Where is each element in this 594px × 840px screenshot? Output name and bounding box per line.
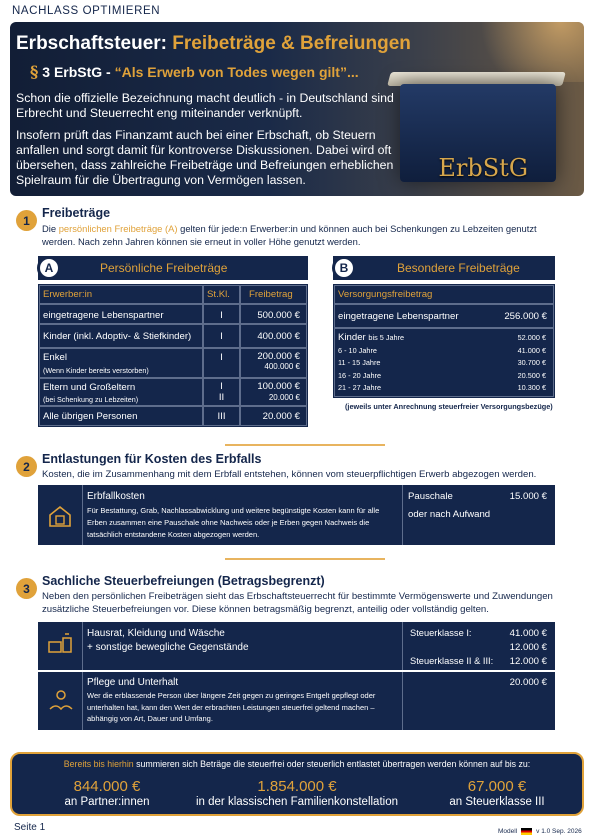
vertical-divider (402, 485, 403, 545)
law-reference (30, 62, 359, 81)
kinder-age: Kinder bis 5 Jahre (338, 332, 405, 343)
kinder-row (338, 370, 550, 383)
summary-box (10, 752, 584, 816)
table-b-kinder (334, 328, 554, 397)
table-a-cell: I (203, 304, 240, 324)
section-number-2: 2 (16, 456, 37, 477)
table-a-cell: 20.000 € (240, 406, 307, 426)
divider (225, 558, 385, 560)
section-title-1: Freibeträge (42, 206, 111, 220)
kinder-amount: 30.700 € (517, 358, 546, 367)
icon-cell (38, 485, 83, 545)
table-a-cell: 500.000 € (240, 304, 307, 324)
table-a-cell: I (203, 348, 240, 378)
kinder-age: 11 - 15 Jahre (338, 358, 381, 367)
table-a-cell (240, 348, 307, 378)
kinder-row (338, 345, 550, 358)
furniture-icon (47, 632, 75, 658)
table-a-header (38, 256, 308, 280)
erbfall-box (38, 485, 555, 545)
kinder-age: 21 - 27 Jahre (338, 383, 381, 392)
section-number-1: 1 (16, 210, 37, 231)
summary-rest: summieren sich Beträge die steuerfrei oder steuerlich entlastet übertragen werden können auf bis zu: (136, 759, 531, 769)
sk23-label: Steuerklasse II & III: (410, 656, 494, 666)
title-gold: Freibeträge & Befreiungen (172, 33, 411, 54)
table-a-cell: Kinder (inkl. Adoptiv- & Stiefkinder) (39, 324, 203, 348)
hausrat-box (38, 622, 555, 670)
aufwand-label: oder nach Aufwand (408, 509, 491, 520)
table-a-cell: 400.000 € (240, 324, 307, 348)
box-title: Erbfallkosten (87, 491, 145, 502)
intro-paragraph-1: Schon die offizielle Bezeichnung macht deutlich - in Deutschland sind Erbrecht und Steuerrecht eng miteinander verknüpft. (16, 91, 394, 120)
model-label: Modell (498, 828, 518, 835)
row-name: Eltern und Großeltern (43, 382, 136, 393)
pauschale-label: Pauschale (408, 491, 453, 502)
box-sub: + sonstige bewegliche Gegenstände (87, 642, 249, 653)
table-a-cell: I (203, 324, 240, 348)
section-text-1 (42, 222, 562, 248)
table-b-title: Besondere Freibeträge (397, 261, 520, 275)
law-ref: 3 ErbStG - (42, 64, 111, 80)
title-white: Erbschaftsteuer: (16, 33, 167, 54)
icon-cell (38, 672, 83, 730)
table-a-cell (39, 378, 203, 406)
row-name: Enkel (43, 352, 67, 363)
kinder-amount: 41.000 € (517, 345, 546, 355)
kinder-amount: 52.000 € (517, 333, 546, 342)
footer-meta (498, 828, 582, 835)
table-b-header (333, 256, 555, 280)
summary-amount: 844.000 € (73, 778, 141, 795)
table-a-cell: Alle übrigen Personen (39, 406, 203, 426)
table-b (333, 284, 555, 398)
kinder-row (338, 332, 550, 345)
table-a (38, 284, 308, 427)
summary-item (32, 778, 182, 808)
icon-cell (38, 622, 83, 670)
hero-banner (10, 22, 584, 196)
divider (225, 444, 385, 446)
intro-paragraph-2: Insofern prüft das Finanzamt auch bei einer Erbschaft, ob Steuern anfallen und sorgt damit für kontroverse Diskussionen. Dabei wird oft übersehen, dass zahlreiche Freibeträge und Befreiungen erheblichen Spielraum für die Übertragung von Vermögen lassen. (16, 128, 394, 187)
text-highlight: persönlichen Freibeträge (A) (58, 223, 178, 234)
table-a-cell (240, 378, 307, 406)
table-b-col-header: Versorgungsfreibetrag (334, 285, 554, 304)
summary-amount: 1.854.000 € (257, 778, 337, 795)
page-number: Seite 1 (14, 822, 46, 833)
table-a-col-header: Freibetrag (240, 285, 307, 304)
table-b-note: (jeweils unter Anrechnung steuerfreier Versorgungsbezüge) (345, 402, 553, 411)
kinder-amount: 10.300 € (517, 383, 546, 392)
top-label: NACHLASS OPTIMIEREN (12, 5, 161, 17)
section-number-3: 3 (16, 578, 37, 599)
kinder-age: 6 - 10 Jahre (338, 345, 377, 355)
box-text: Für Bestattung, Grab, Nachlassabwicklung und weitere begünstigte Kosten kann für alle Erben zusammen eine Pauschale ohne Nachweis oder je Erben gegen Nachweis die tatsächlich entstandene Kosten abgezogen werden. (87, 506, 380, 539)
class-1: I (220, 381, 223, 392)
summary-label: an Steuerklasse III (449, 796, 545, 808)
kinder-row (338, 382, 550, 395)
care-hands-icon (47, 687, 75, 715)
table-a-cell (39, 348, 203, 378)
kinder-age: 16 - 20 Jahre (338, 370, 381, 380)
summary-item (182, 778, 412, 808)
vertical-divider (402, 672, 403, 730)
table-a-cell (203, 378, 240, 406)
kinder-row (338, 357, 550, 370)
sk23-amount: 12.000 € (509, 656, 547, 667)
kinder-amount: 20.500 € (517, 370, 546, 380)
box-title: Hausrat, Kleidung und Wäsche (87, 628, 225, 639)
box-title: Pflege und Unterhalt (87, 677, 179, 688)
kinder-list (338, 332, 550, 395)
row-name: eingetragene Lebenspartner (338, 311, 459, 322)
sk1-label: Steuerklasse I: (410, 628, 472, 638)
row-sub: (bei Schenkung zu Lebzeiten) (43, 395, 139, 404)
section-text-2: Kosten, die im Zusammenhang mit dem Erbfall entstehen, können vom steuerpflichtigen Erwerb abgezogen werden. (42, 469, 537, 480)
section-title-2: Entlastungen für Kosten des Erbfalls (42, 452, 262, 466)
book-title: ErbStG (438, 154, 528, 182)
table-a-letter: A (37, 256, 61, 280)
section-text-3: Neben den persönlichen Freibeträgen sieht das Erbschaftsteuerrecht für bestimmte Vermögenswerte und Zuwendungen zusätzliche Steuerbefreiungen vor. Diese können betragsmäßig begrenzt, anteilig oder vollständig gelten. (42, 591, 553, 615)
paragraph-symbol: § (30, 62, 39, 81)
amount: 200.000 € (257, 351, 300, 362)
house-document-icon (47, 503, 73, 529)
vertical-divider (402, 622, 403, 670)
summary-label: in der klassischen Familienkonstellation (196, 796, 398, 808)
sk1-amount-2: 12.000 € (509, 642, 547, 653)
law-quote: “Als Erwerb von Todes wegen gilt”... (114, 64, 359, 80)
table-a-title: Persönliche Freibeträge (100, 261, 228, 275)
summary-line (12, 759, 582, 769)
text-part: gelten für jede:n Erwerber:in und können auch bei Schenkungen zu Lebzeiten genutzt werden. Nach zehn Jahren können sie erneut in voller Höhe genutzt werden. (42, 223, 537, 247)
table-a-cell: eingetragene Lebenspartner (39, 304, 203, 324)
page-title (16, 33, 411, 55)
pflege-box (38, 672, 555, 730)
kinder-label: Kinder (338, 332, 369, 343)
summary-highlight: Bereits bis hierhin (63, 759, 134, 769)
amount-2: 20.000 € (268, 393, 300, 402)
section-title-3: Sachliche Steuerbefreiungen (Betragsbegrenzt) (42, 574, 325, 588)
summary-label: an Partner:innen (64, 796, 150, 808)
pflege-amount: 20.000 € (509, 677, 547, 688)
table-b-letter: B (332, 256, 356, 280)
text-part: Die (42, 223, 57, 234)
table-a-cell: III (203, 406, 240, 426)
table-a-col-header: St.Kl. (203, 285, 240, 304)
box-text: Wer die erblassende Person über längere Zeit gegen zu geringes Entgelt gepflegt oder unterhalten hat, kann den Wert der erbrachten Leistungen steuerfrei geltend machen – abhängig von Art, Dauer und Umfang. (87, 691, 376, 723)
row-sub: (Wenn Kinder bereits verstorben) (43, 366, 149, 375)
summary-item (422, 778, 572, 808)
table-b-cell (334, 304, 554, 328)
class-2: II (218, 392, 225, 403)
pauschale-amount: 15.000 € (509, 491, 547, 502)
flag-icon (521, 828, 532, 835)
table-a-col-header: Erwerber:in (39, 285, 203, 304)
sk1-amount: 41.000 € (509, 628, 547, 639)
summary-amount: 67.000 € (467, 778, 527, 795)
row-amount: 256.000 € (504, 311, 547, 322)
amount-2: 400.000 € (264, 362, 300, 371)
amount: 100.000 € (257, 381, 300, 392)
version-label: v 1.0 Sep. 2026 (536, 828, 582, 835)
